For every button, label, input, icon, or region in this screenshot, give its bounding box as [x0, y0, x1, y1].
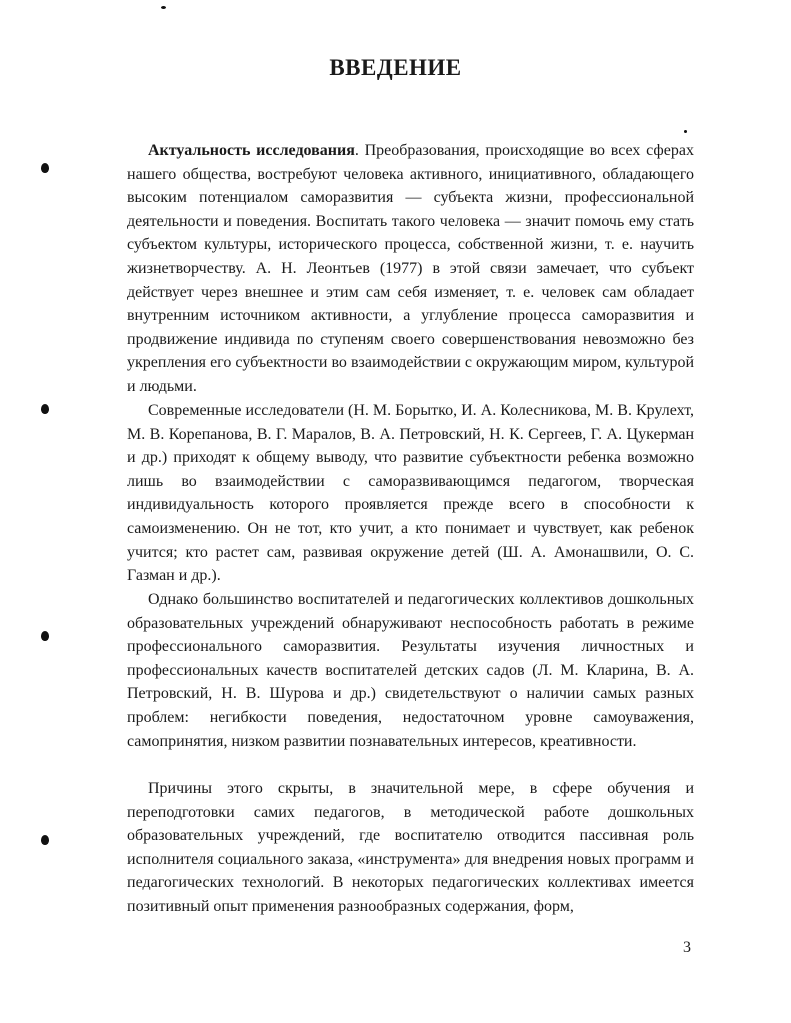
paragraph-lead: Актуальность исследования [148, 142, 355, 159]
scan-dot [161, 6, 166, 9]
paragraph [127, 588, 694, 753]
page-title: ВВЕДЕНИЕ [329, 55, 462, 80]
paragraph [127, 777, 694, 919]
paragraph-text: Причины этого скрыты, в значительной мере, в сфере обучения и переподготовки самих педагогов, в методической работе дошкольных образовательных учреждений, где воспитателю отводится пассивная роль исполнителя социального заказа, «инструмента» для внедрения новых программ и педагогических технологий. В некоторых педагогических коллективах имеется позитивный опыт применения разнообразных содержания, форм, [127, 780, 694, 915]
paragraph-text: Современные исследователи (Н. М. Борытко, И. А. Колесникова, М. В. Крулехт, М. В. Корепанова, В. Г. Маралов, В. А. Петровский, Н. К. Сергеев, Г. А. Цукерман и др.) приходят к общему выводу, что развитие субъектности ребенка возможно лишь во взаимодействии с саморазвивающимся педагогом, творческая индивидуальность которого проявляется прежде всего в способности к самоизменению. Он не тот, кто учит, а кто понимает и чувствует, как ребенок учится; кто растет сам, развивая окружение детей (Ш. А. Амонашвили, О. С. Газман и др.). [127, 402, 694, 585]
binder-hole-mark [41, 404, 49, 414]
page-number: 3 [683, 939, 691, 956]
paragraph [127, 139, 694, 399]
binder-hole-mark [41, 835, 49, 845]
paragraph-text: Однако большинство воспитателей и педагогических коллективов дошкольных образовательных учреждений обнаруживают неспособность работать в режиме профессионального саморазвития. Результаты изучения личностных и профессиональных качеств воспитателей детских садов (Л. М. Кларина, В. А. Петровский, Н. В. Шурова и др.) свидетельствуют о наличии самых разных проблем: негибкости поведения, недостаточном уровне самоуважения, самопринятия, низком развитии познавательных интересов, креативности. [127, 591, 694, 750]
binder-hole-mark [41, 163, 49, 173]
binder-hole-mark [41, 631, 49, 641]
paragraph [127, 399, 694, 588]
scan-dot [684, 130, 687, 133]
paragraph-text: . Преобразования, происходящие во всех сферах нашего общества, востребуют человека активного, инициативного, обладающего высоким потенциалом саморазвития — субъекта жизни, профессиональной деятельности и поведения. Воспитать такого человека — значит помочь ему стать субъектом культуры, исторического процесса, собственной жизни, т. е. научить жизнетворчеству. А. Н. Леонтьев (1977) в этой связи замечает, что субъект действует через внешнее и этим сам себя изменяет, т. е. человек сам обладает внутренним источником активности, а углубление процесса саморазвития и продвижение индивида по ступеням своего совершенствования невозможно без укрепления его субъектности во взаимодействии с окружающим миром, культурой и людьми. [127, 142, 694, 395]
